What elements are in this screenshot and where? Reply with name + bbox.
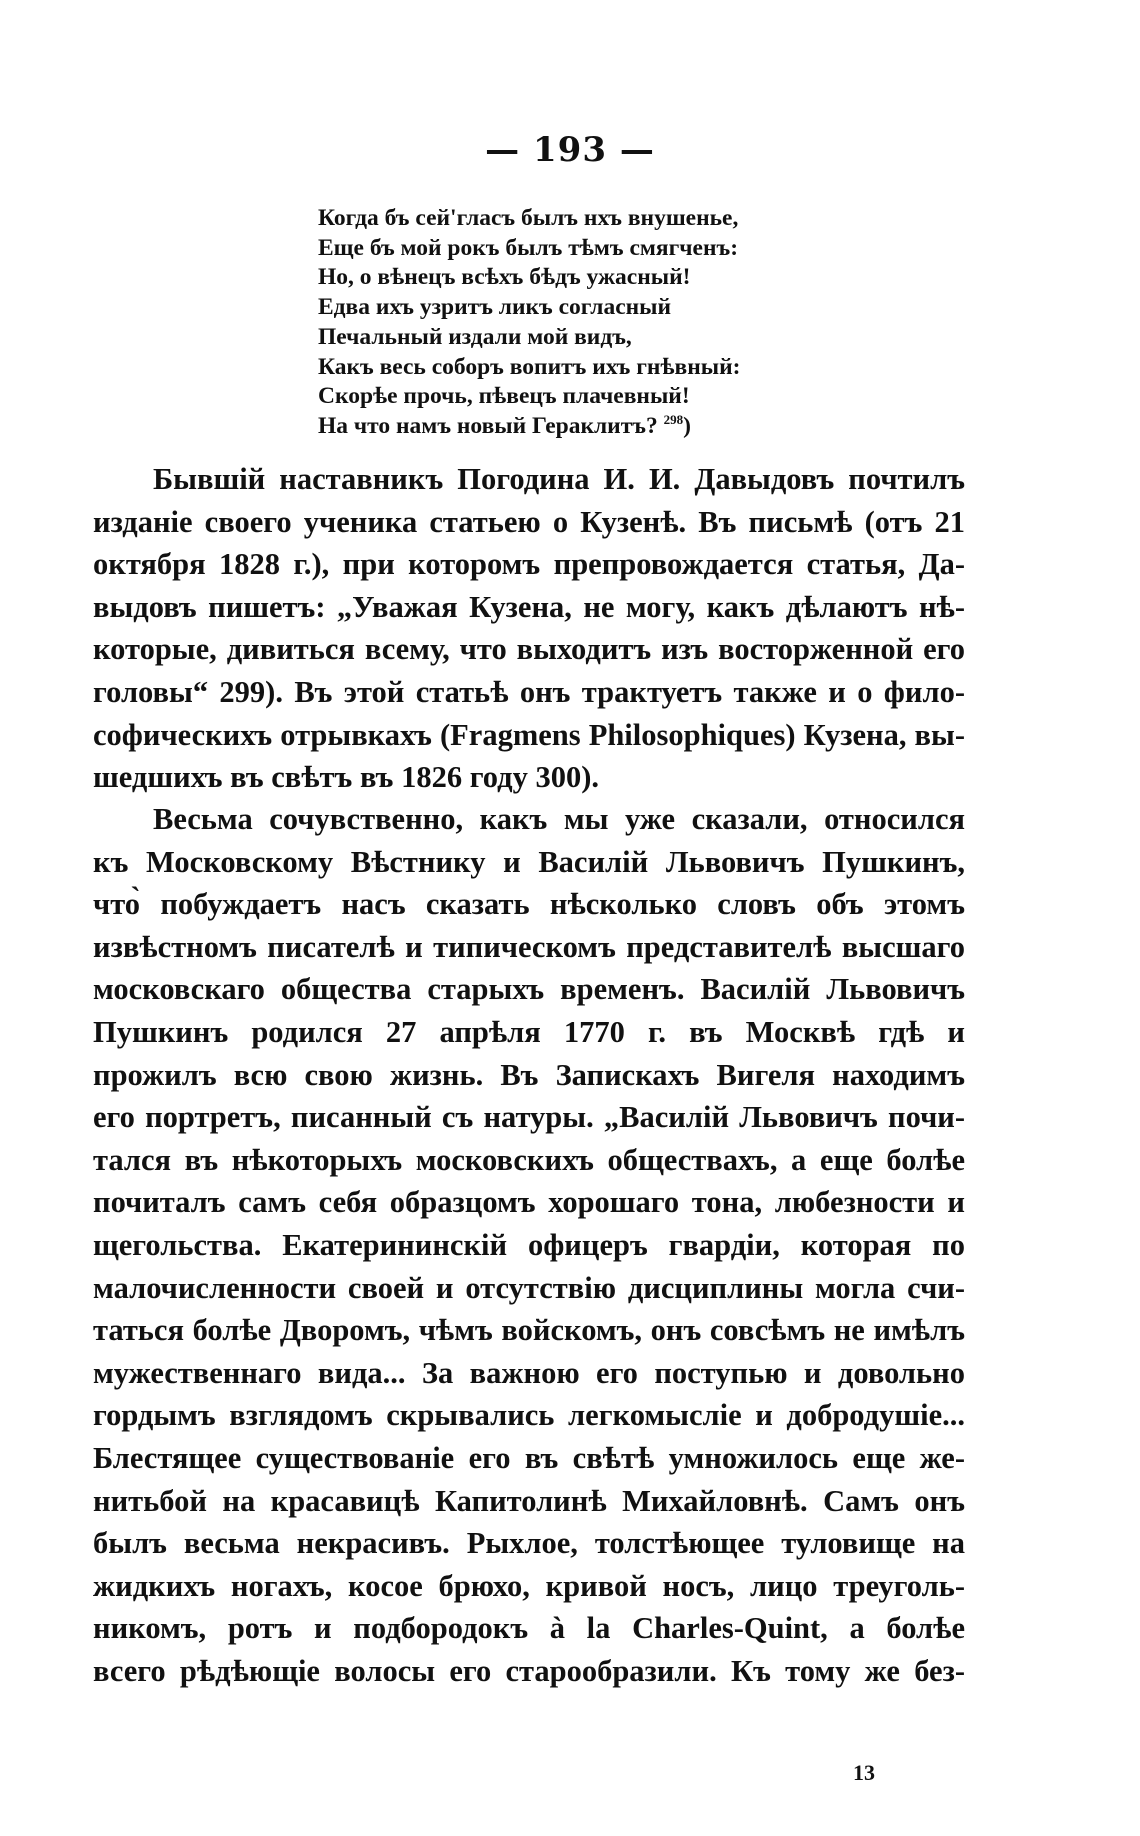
poem-line: Едва ихъ узритъ ликъ согласный xyxy=(318,294,672,321)
text-line: извѣстномъ писателѣ и типическомъ представителѣ высшаго xyxy=(93,929,965,964)
poem-last-line xyxy=(318,412,838,442)
text-line: щегольства. Екатерининскій офицеръ гвардіи, которая по xyxy=(93,1227,965,1262)
poem-line: Но, о вѣнецъ всѣхъ бѣдъ ужасный! xyxy=(318,264,691,291)
text-line: Блестящее существованіе его въ свѣтѣ умножилось еще же- xyxy=(93,1440,965,1475)
poem-line: Печальный издали мой видъ, xyxy=(318,323,632,350)
text-line: гордымъ взглядомъ скрывались легкомысліе и добродушіе... xyxy=(93,1398,965,1433)
page-number: — 193 — xyxy=(485,130,655,170)
text-line: шедшихъ въ свѣтъ въ 1826 году 300). xyxy=(93,760,599,795)
text-line: нитьбой на красавицѣ Капитолинѣ Михайловнѣ. Самъ онъ xyxy=(93,1483,965,1518)
footnote-ref: 298 xyxy=(663,412,684,428)
poem-block xyxy=(318,204,838,442)
text-line: тался въ нѣкоторыхъ московскихъ обществахъ, а еще болѣе xyxy=(93,1142,965,1177)
text-line: что̀ побуждаетъ насъ сказать нѣсколько словъ объ этомъ xyxy=(93,887,965,922)
text-line: Бывшій наставникъ Погодина И. И. Давыдовъ почтилъ xyxy=(153,462,965,496)
poem-line: Какъ весь соборъ вопитъ ихъ гнѣвный: xyxy=(318,353,741,380)
text-line: софическихъ отрывкахъ (Fragmens Philosophiques) Кузена, вы- xyxy=(93,717,965,752)
text-line: всего рѣдѣющіе волосы его старообразили. Къ тому же без- xyxy=(93,1653,965,1688)
text-line: московскаго общества старыхъ временъ. Василій Львовичъ xyxy=(93,972,965,1007)
text-line: жидкихъ ногахъ, косое брюхо, кривой носъ, лицо треуголь- xyxy=(93,1568,965,1603)
text-line: былъ весьма некрасивъ. Рыхлое, толстѣющее туловище на xyxy=(93,1526,965,1561)
text-line: октября 1828 г.), при которомъ препровождается статья, Да- xyxy=(93,547,965,582)
text-line: которые, дивиться всему, что выходитъ изъ восторженной его xyxy=(93,632,965,667)
text-line: малочисленности своей и отсутствію дисциплины могла счи- xyxy=(93,1270,965,1305)
paragraph-pushkin xyxy=(93,798,965,1692)
poem-line: Еще бъ мой рокъ былъ тѣмъ смягченъ: xyxy=(318,234,739,261)
poem-closing: ) xyxy=(683,412,691,439)
text-line: почиталъ самъ себя образцомъ хорошаго тона, любезности и xyxy=(93,1185,965,1220)
text-line: Весьма сочувственно, какъ мы уже сказали, относился xyxy=(153,802,965,836)
text-line: прожилъ всю свою жизнь. Въ Запискахъ Вигеля находимъ xyxy=(93,1057,965,1092)
text-line: изданіе своего ученика статьею о Кузенѣ. Въ письмѣ (отъ 21 xyxy=(93,504,965,539)
text-line: таться болѣе Дворомъ, чѣмъ войскомъ, онъ совсѣмъ не имѣлъ xyxy=(93,1313,965,1348)
signature-mark: 13 xyxy=(853,1760,875,1785)
text-line: мужественнаго вида... За важною его поступью и довольно xyxy=(93,1355,965,1390)
text-line: его портретъ, писанный съ натуры. „Василій Львовичъ почи- xyxy=(93,1100,965,1135)
text-line: выдовъ пишетъ: „Уважая Кузена, не могу, какъ дѣлаютъ нѣ- xyxy=(93,589,965,624)
text-line: къ Московскому Вѣстнику и Василій Львовичъ Пушкинъ, xyxy=(93,844,965,879)
paragraph-davydov xyxy=(93,458,965,799)
text-line: Пушкинъ родился 27 апрѣля 1770 г. въ Москвѣ гдѣ и xyxy=(93,1014,965,1049)
poem-line-text: На что намъ новый Гераклитъ? xyxy=(318,412,658,439)
poem-line: Когда бъ сей'гласъ былъ нхъ внушенье, xyxy=(318,205,739,231)
text-line: никомъ, ротъ и подбородокъ à la Charles-Quint, а болѣе xyxy=(93,1611,965,1646)
poem-line: Скорѣе прочь, пѣвецъ плачевный! xyxy=(318,383,690,410)
text-line: головы“ 299). Въ этой статьѣ онъ трактуетъ также и о фило- xyxy=(93,674,965,709)
